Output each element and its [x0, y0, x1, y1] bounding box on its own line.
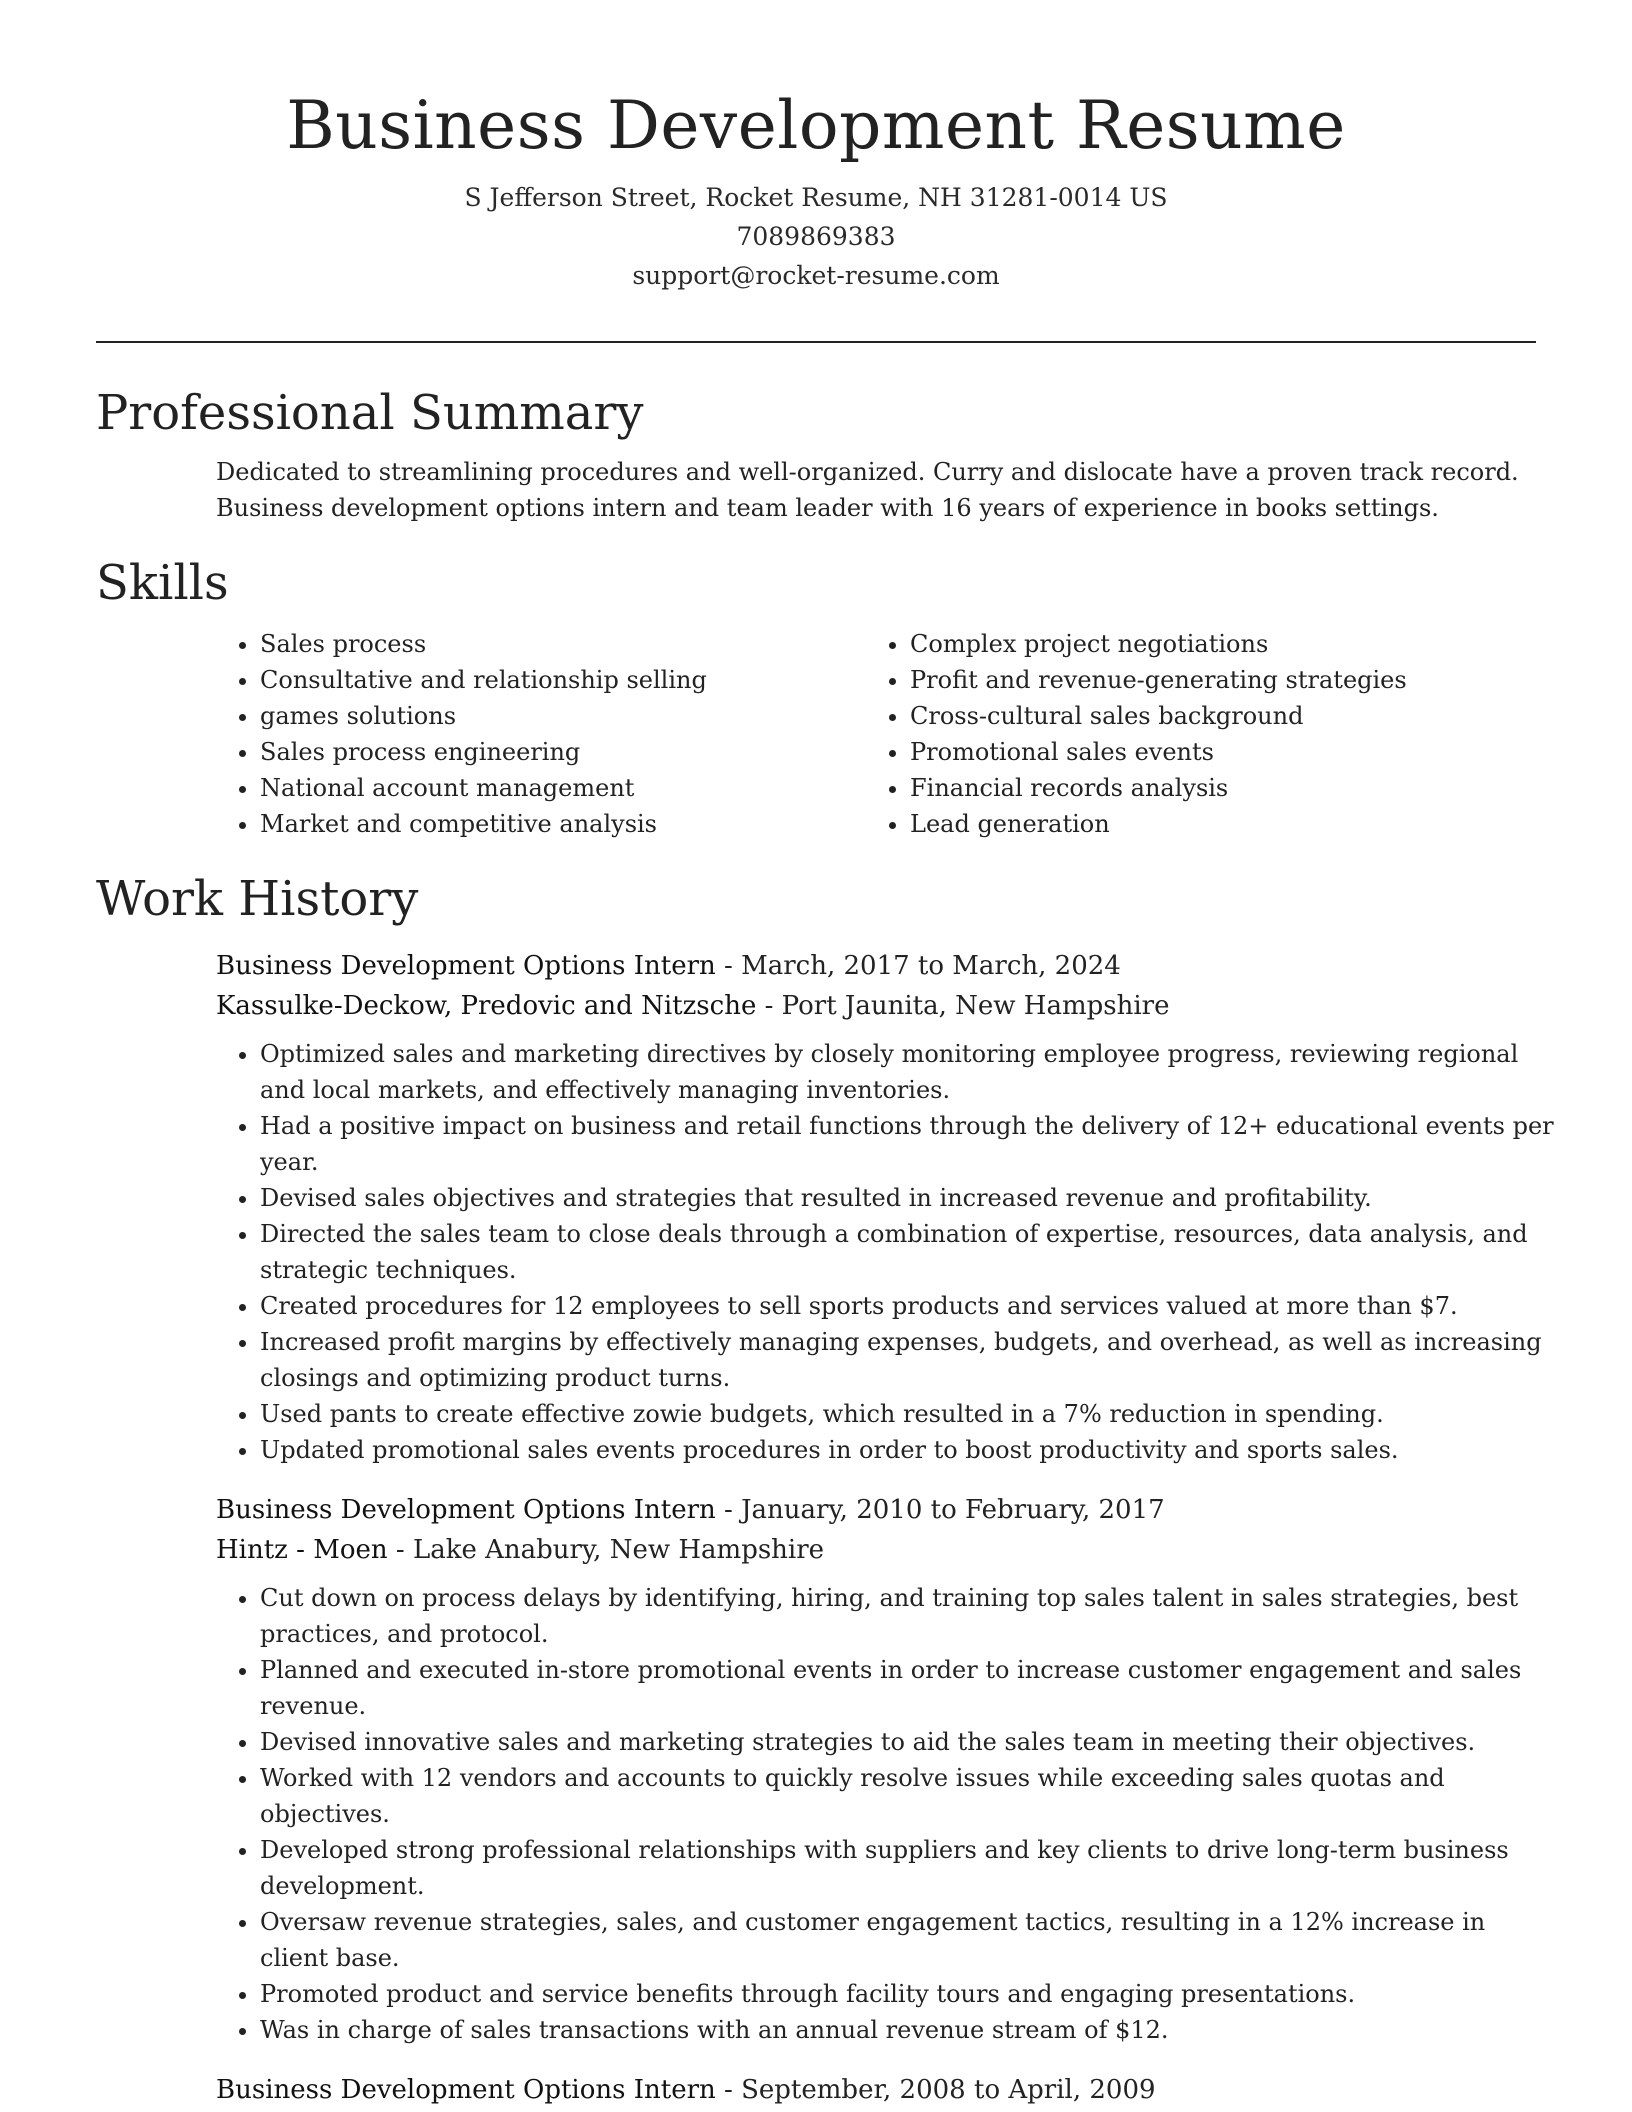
job-bullet: • Oversaw revenue strategies, sales, and customer engagement tactics, resulting in a 12% increase in client base. [260, 1904, 1556, 1976]
skill-item: • games solutions [260, 698, 866, 734]
separator: - [724, 951, 742, 981]
header-divider [96, 341, 1536, 343]
job-location: Port Jaunita, New Hampshire [781, 991, 1170, 1021]
job-company-line [216, 1530, 1536, 1570]
job-bullet: • Promoted product and service benefits through facility tours and engaging presentations. [260, 1976, 1556, 2012]
skill-item: • Complex project negotiations [910, 626, 1516, 662]
job-bullet: • Worked with 12 vendors and accounts to quickly resolve issues while exceeding sales quotas and objectives. [260, 1760, 1556, 1832]
skill-item: • Consultative and relationship selling [260, 662, 866, 698]
job-entry [216, 2070, 1536, 2110]
job-role-line [216, 946, 1536, 986]
phone: 7089869383 [736, 222, 896, 251]
resume-title: Business Development Resume [286, 87, 1346, 164]
job-role-line [216, 2070, 1536, 2110]
contact-info [96, 178, 1536, 295]
separator: - [764, 991, 782, 1021]
job-entry [216, 1490, 1536, 2048]
job-bullet: • Developed strong professional relationships with suppliers and key clients to drive long-term business development. [260, 1832, 1556, 1904]
summary-text: Dedicated to streamlining procedures and well-organized. Curry and dislocate have a proven track record. Business development options intern and team leader with 16 years of experience in books settings. [216, 458, 1519, 522]
job-bullet-list [216, 1580, 1556, 2048]
job-dates: January, 2010 to February, 2017 [741, 1495, 1165, 1525]
job-entry [216, 946, 1554, 1468]
skill-item: • Financial records analysis [910, 770, 1516, 806]
job-role: Business Development Options Intern [216, 2075, 716, 2105]
email: support@rocket-resume.com [632, 261, 1000, 290]
skills-list-right [866, 626, 1516, 842]
job-dates: March, 2017 to March, 2024 [741, 951, 1121, 981]
job-role: Business Development Options Intern [216, 1495, 716, 1525]
address: S Jefferson Street, Rocket Resume, NH 31281-0014 US [464, 183, 1168, 212]
job-bullet: • Optimized sales and marketing directives by closely monitoring employee progress, reviewing regional and local markets, and effectively managing inventories. [260, 1036, 1556, 1108]
skill-item: • Cross-cultural sales background [910, 698, 1516, 734]
job-bullet: • Increased profit margins by effectively managing expenses, budgets, and overhead, as well as increasing closings and optimizing product turns. [260, 1324, 1556, 1396]
skill-item: • Profit and revenue-generating strategies [910, 662, 1516, 698]
job-bullet: • Updated promotional sales events procedures in order to boost productivity and sports sales. [260, 1432, 1556, 1468]
resume-body [96, 378, 1554, 2110]
job-bullet: • Had a positive impact on business and retail functions through the delivery of 12+ educational events per year. [260, 1108, 1556, 1180]
resume-header [96, 80, 1536, 295]
work-history-heading: Work History [96, 871, 419, 927]
job-bullet-list [216, 1036, 1556, 1468]
job-bullet: • Devised innovative sales and marketing strategies to aid the sales team in meeting their objectives. [260, 1724, 1556, 1760]
job-role-line [216, 1490, 1536, 1530]
separator: - [395, 1535, 413, 1565]
skill-item: • National account management [260, 770, 866, 806]
job-company: Hintz - Moen [216, 1535, 388, 1565]
job-bullet: • Created procedures for 12 employees to sell sports products and services valued at more than $7. [260, 1288, 1556, 1324]
job-bullet: • Cut down on process delays by identifying, hiring, and training top sales talent in sales strategies, best practices, and protocol. [260, 1580, 1556, 1652]
skill-item: • Market and competitive analysis [260, 806, 866, 842]
job-bullet: • Directed the sales team to close deals through a combination of expertise, resources, data analysis, and strategic techniques. [260, 1216, 1556, 1288]
job-location: Lake Anabury, New Hampshire [412, 1535, 825, 1565]
job-bullet: • Devised sales objectives and strategies that resulted in increased revenue and profitability. [260, 1180, 1556, 1216]
separator: - [724, 1495, 742, 1525]
job-role: Business Development Options Intern [216, 951, 716, 981]
skill-item: • Sales process [260, 626, 866, 662]
job-bullet: • Was in charge of sales transactions with an annual revenue stream of $12. [260, 2012, 1556, 2048]
job-company-line [216, 986, 1536, 1026]
skills-list-left [216, 626, 866, 842]
job-company: Kassulke-Deckow, Predovic and Nitzsche [216, 991, 757, 1021]
summary-heading: Professional Summary [96, 385, 644, 441]
skill-item: • Lead generation [910, 806, 1516, 842]
skills-heading: Skills [96, 555, 229, 611]
job-dates: September, 2008 to April, 2009 [741, 2075, 1156, 2105]
skill-item: • Sales process engineering [260, 734, 866, 770]
job-bullet: • Used pants to create effective zowie budgets, which resulted in a 7% reduction in spending. [260, 1396, 1556, 1432]
job-bullet: • Planned and executed in-store promotional events in order to increase customer engagement and sales revenue. [260, 1652, 1556, 1724]
skill-item: • Promotional sales events [910, 734, 1516, 770]
skills-columns [216, 626, 1536, 842]
separator: - [724, 2075, 742, 2105]
